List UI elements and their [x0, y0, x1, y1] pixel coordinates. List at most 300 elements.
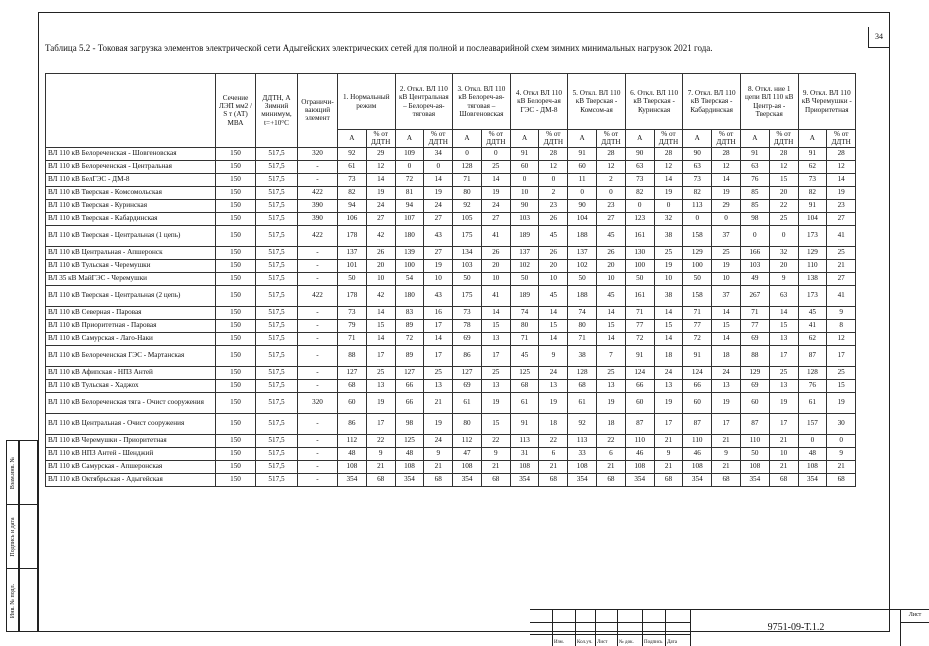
current-cell: 61: [453, 392, 482, 413]
section-cell: 150: [216, 332, 256, 345]
line-name-cell: ВЛ 110 кВ Приоритетная - Паровая: [46, 319, 216, 332]
current-cell: 60: [338, 392, 367, 413]
title-block-label: Кол.уч.: [577, 640, 593, 645]
section-cell: 150: [216, 434, 256, 447]
table-row: [46, 246, 885, 259]
current-cell: 110: [798, 259, 827, 272]
current-cell: 0: [798, 434, 827, 447]
current-cell: 98: [740, 212, 769, 225]
current-cell: 48: [395, 447, 424, 460]
percent-cell: 12: [827, 160, 856, 173]
percent-cell: 17: [654, 413, 683, 434]
current-cell: 103: [510, 212, 539, 225]
current-cell: 124: [625, 366, 654, 379]
current-cell: 108: [453, 460, 482, 473]
line-name-cell: ВЛ 110 кВ Тверская - Центральная (1 цепь): [46, 225, 216, 246]
current-cell: 110: [683, 434, 712, 447]
table-row: [46, 272, 885, 285]
percent-cell: 9: [712, 447, 741, 460]
percent-cell: 13: [481, 332, 510, 345]
header-mode-8: 8. Откл. ние 1 цепи ВЛ 110 кВ Центр-ая - Тверская: [740, 74, 798, 130]
percent-cell: 45: [597, 225, 626, 246]
section-cell: 150: [216, 379, 256, 392]
current-cell: 50: [740, 447, 769, 460]
current-cell: 137: [338, 246, 367, 259]
subheader-pct: % от ДДТН: [481, 130, 510, 148]
current-cell: 50: [568, 272, 597, 285]
limit-cell: -: [298, 259, 338, 272]
current-cell: 127: [338, 366, 367, 379]
section-cell: 150: [216, 285, 256, 306]
percent-cell: 21: [366, 460, 395, 473]
current-cell: 178: [338, 285, 367, 306]
subheader-pct: % от ДДТН: [597, 130, 626, 148]
current-cell: 66: [395, 379, 424, 392]
current-cell: 123: [625, 212, 654, 225]
percent-cell: 13: [712, 379, 741, 392]
line-name-cell: ВЛ 110 кВ БелГЭС - ДМ-8: [46, 173, 216, 186]
current-cell: 102: [568, 259, 597, 272]
section-cell: 150: [216, 212, 256, 225]
ddtn-cell: 517,5: [256, 246, 298, 259]
current-cell: 69: [740, 332, 769, 345]
current-cell: 108: [338, 460, 367, 473]
percent-cell: 27: [366, 212, 395, 225]
current-cell: 61: [568, 392, 597, 413]
percent-cell: 25: [366, 366, 395, 379]
current-cell: 87: [798, 345, 827, 366]
current-cell: 113: [683, 199, 712, 212]
ddtn-cell: 517,5: [256, 473, 298, 486]
percent-cell: 41: [827, 225, 856, 246]
percent-cell: 25: [597, 366, 626, 379]
current-cell: 94: [338, 199, 367, 212]
table-row: [46, 473, 885, 486]
current-cell: 161: [625, 225, 654, 246]
percent-cell: 19: [769, 392, 798, 413]
line-name-cell: ВЛ 110 кВ Тверская - Кабардинская: [46, 212, 216, 225]
percent-cell: 68: [654, 473, 683, 486]
sheet-cell: [900, 610, 929, 646]
line-name-cell: ВЛ 110 кВ Тульская - Черемушки: [46, 259, 216, 272]
current-cell: 60: [625, 392, 654, 413]
current-cell: 86: [453, 345, 482, 366]
limit-cell: -: [298, 160, 338, 173]
percent-cell: 14: [481, 306, 510, 319]
percent-cell: 21: [539, 460, 568, 473]
section-cell: 150: [216, 225, 256, 246]
percent-cell: 14: [827, 173, 856, 186]
current-cell: 71: [683, 306, 712, 319]
percent-cell: 42: [366, 285, 395, 306]
current-cell: 71: [510, 332, 539, 345]
current-cell: 124: [683, 366, 712, 379]
current-cell: 112: [338, 434, 367, 447]
percent-cell: 45: [539, 285, 568, 306]
percent-cell: 24: [481, 199, 510, 212]
percent-cell: 14: [597, 306, 626, 319]
current-cell: 92: [338, 147, 367, 160]
percent-cell: 9: [481, 447, 510, 460]
section-cell: 150: [216, 392, 256, 413]
percent-cell: 20: [366, 259, 395, 272]
ddtn-cell: 517,5: [256, 434, 298, 447]
percent-cell: 24: [712, 366, 741, 379]
percent-cell: 13: [481, 379, 510, 392]
percent-cell: 26: [539, 246, 568, 259]
limit-cell: -: [298, 379, 338, 392]
percent-cell: 10: [597, 272, 626, 285]
current-cell: 73: [683, 173, 712, 186]
percent-cell: 10: [654, 272, 683, 285]
percent-cell: 38: [654, 285, 683, 306]
table-row: [46, 306, 885, 319]
percent-cell: 13: [366, 379, 395, 392]
current-cell: 11: [568, 173, 597, 186]
line-name-cell: ВЛ 110 кВ Самурская - Лаго-Наки: [46, 332, 216, 345]
percent-cell: 21: [712, 460, 741, 473]
header-mode-7: 7. Откл. ВЛ 110 кВ Тверская - Кабардинская: [683, 74, 741, 130]
current-cell: 68: [510, 379, 539, 392]
current-load-table: [45, 73, 885, 487]
current-cell: 137: [568, 246, 597, 259]
current-cell: 45: [510, 345, 539, 366]
percent-cell: 0: [539, 173, 568, 186]
current-cell: 103: [740, 259, 769, 272]
current-cell: 113: [568, 434, 597, 447]
current-cell: 109: [395, 147, 424, 160]
percent-cell: 27: [827, 212, 856, 225]
percent-cell: 26: [539, 212, 568, 225]
ddtn-cell: 517,5: [256, 306, 298, 319]
line-name-cell: ВЛ 110 кВ Белореченская тяга - Очист сооружения: [46, 392, 216, 413]
current-cell: 128: [453, 160, 482, 173]
percent-cell: 15: [597, 319, 626, 332]
header-mode-9: 9. Откл. ВЛ 110 кВ Черемушки - Приоритетная: [798, 74, 856, 130]
current-cell: 73: [453, 306, 482, 319]
current-cell: 354: [740, 473, 769, 486]
percent-cell: 21: [769, 460, 798, 473]
current-cell: 60: [740, 392, 769, 413]
line-name-cell: ВЛ 110 кВ Северная - Паровая: [46, 306, 216, 319]
current-cell: 104: [798, 212, 827, 225]
percent-cell: 27: [481, 212, 510, 225]
percent-cell: 19: [424, 259, 453, 272]
current-cell: 166: [740, 246, 769, 259]
current-cell: 74: [568, 306, 597, 319]
margin-stamp: [6, 440, 38, 632]
current-cell: 0: [740, 225, 769, 246]
header-limit: Ограничи-вающий элемент: [298, 74, 338, 148]
percent-cell: 8: [827, 319, 856, 332]
current-cell: 180: [395, 225, 424, 246]
percent-cell: 43: [424, 285, 453, 306]
current-cell: 50: [683, 272, 712, 285]
current-cell: 139: [395, 246, 424, 259]
limit-cell: -: [298, 413, 338, 434]
section-cell: 150: [216, 173, 256, 186]
current-cell: 50: [453, 272, 482, 285]
limit-cell: 422: [298, 186, 338, 199]
percent-cell: 32: [654, 212, 683, 225]
current-cell: 92: [568, 413, 597, 434]
current-cell: 110: [625, 434, 654, 447]
table-caption: Таблица 5.2 - Токовая загрузка элементов электрической сети Адыгейских электрических сетей для полной и послеаварийной схем зимних минимальных нагрузок 2021 года.: [45, 43, 713, 53]
current-cell: 94: [395, 199, 424, 212]
percent-cell: 19: [481, 392, 510, 413]
percent-cell: 15: [769, 173, 798, 186]
current-cell: 72: [395, 173, 424, 186]
current-cell: 175: [453, 285, 482, 306]
line-name-cell: ВЛ 110 кВ Тверская - Комсомольская: [46, 186, 216, 199]
current-cell: 100: [683, 259, 712, 272]
percent-cell: 68: [539, 473, 568, 486]
header-mode-1: 1. Нормальный режим: [338, 74, 396, 130]
current-cell: 72: [625, 332, 654, 345]
current-cell: 0: [453, 147, 482, 160]
percent-cell: 68: [424, 473, 453, 486]
line-name-cell: ВЛ 110 кВ Белореченская ГЭС - Мартанская: [46, 345, 216, 366]
subheader-pct: % от ДДТН: [769, 130, 798, 148]
current-cell: 38: [568, 345, 597, 366]
current-cell: 82: [683, 186, 712, 199]
subheader-a: А: [510, 130, 539, 148]
current-cell: 61: [338, 160, 367, 173]
table-row: [46, 199, 885, 212]
current-cell: 45: [798, 306, 827, 319]
current-cell: 134: [453, 246, 482, 259]
title-block: [530, 609, 929, 645]
percent-cell: 26: [597, 246, 626, 259]
limit-cell: 422: [298, 225, 338, 246]
percent-cell: 17: [366, 413, 395, 434]
table-row: [46, 212, 885, 225]
current-cell: 104: [568, 212, 597, 225]
current-cell: 91: [510, 413, 539, 434]
limit-cell: -: [298, 473, 338, 486]
current-cell: 354: [683, 473, 712, 486]
current-cell: 90: [510, 199, 539, 212]
subheader-a: А: [395, 130, 424, 148]
percent-cell: 32: [769, 246, 798, 259]
percent-cell: 20: [597, 259, 626, 272]
current-cell: 62: [798, 160, 827, 173]
current-cell: 73: [338, 173, 367, 186]
percent-cell: 26: [366, 246, 395, 259]
current-cell: 267: [740, 285, 769, 306]
current-cell: 90: [683, 147, 712, 160]
percent-cell: 21: [827, 259, 856, 272]
percent-cell: 23: [827, 199, 856, 212]
subheader-a: А: [740, 130, 769, 148]
current-cell: 62: [798, 332, 827, 345]
percent-cell: 0: [712, 212, 741, 225]
current-cell: 108: [510, 460, 539, 473]
percent-cell: 13: [769, 379, 798, 392]
current-cell: 173: [798, 225, 827, 246]
table-row: [46, 319, 885, 332]
current-cell: 47: [453, 447, 482, 460]
line-name-cell: ВЛ 110 кВ Октябрьская - Адыгейская: [46, 473, 216, 486]
percent-cell: 29: [366, 147, 395, 160]
percent-cell: 10: [366, 272, 395, 285]
ddtn-cell: 517,5: [256, 212, 298, 225]
current-cell: 180: [395, 285, 424, 306]
section-cell: 150: [216, 246, 256, 259]
header-mode-3: 3. Откл. ВЛ 110 кВ Белореч-ая-тяговая – Шовгеновская: [453, 74, 511, 130]
section-cell: 150: [216, 259, 256, 272]
subheader-pct: % от ДДТН: [712, 130, 741, 148]
current-cell: 78: [453, 319, 482, 332]
percent-cell: 19: [712, 186, 741, 199]
current-cell: 354: [798, 473, 827, 486]
current-cell: 103: [453, 259, 482, 272]
current-cell: 63: [740, 160, 769, 173]
current-cell: 129: [798, 246, 827, 259]
current-cell: 91: [740, 147, 769, 160]
percent-cell: 27: [597, 212, 626, 225]
percent-cell: 17: [366, 345, 395, 366]
current-cell: 189: [510, 285, 539, 306]
ddtn-cell: 517,5: [256, 379, 298, 392]
current-cell: 73: [798, 173, 827, 186]
line-name-cell: ВЛ 110 кВ Тверская - Куринская: [46, 199, 216, 212]
current-cell: 66: [395, 392, 424, 413]
table-row: [46, 366, 885, 379]
percent-cell: 37: [712, 225, 741, 246]
limit-cell: -: [298, 434, 338, 447]
percent-cell: 68: [769, 473, 798, 486]
current-cell: 0: [625, 199, 654, 212]
percent-cell: 68: [481, 473, 510, 486]
percent-cell: 12: [712, 160, 741, 173]
current-cell: 10: [510, 186, 539, 199]
percent-cell: 15: [481, 413, 510, 434]
margin-label-1: Инв. № подл.: [9, 583, 16, 619]
current-cell: 188: [568, 285, 597, 306]
percent-cell: 9: [366, 447, 395, 460]
percent-cell: 2: [539, 186, 568, 199]
percent-cell: 17: [424, 345, 453, 366]
limit-cell: 320: [298, 147, 338, 160]
current-cell: 77: [740, 319, 769, 332]
section-cell: 150: [216, 272, 256, 285]
percent-cell: 15: [769, 319, 798, 332]
current-cell: 158: [683, 225, 712, 246]
percent-cell: 14: [424, 173, 453, 186]
current-cell: 110: [740, 434, 769, 447]
current-cell: 129: [683, 246, 712, 259]
current-cell: 50: [338, 272, 367, 285]
section-cell: 150: [216, 366, 256, 379]
ddtn-cell: 517,5: [256, 366, 298, 379]
limit-cell: -: [298, 345, 338, 366]
current-cell: 46: [683, 447, 712, 460]
current-cell: 91: [625, 345, 654, 366]
table-row: [46, 392, 885, 413]
current-cell: 354: [568, 473, 597, 486]
percent-cell: 12: [769, 160, 798, 173]
current-cell: 137: [510, 246, 539, 259]
percent-cell: 12: [654, 160, 683, 173]
percent-cell: 14: [712, 306, 741, 319]
percent-cell: 12: [366, 160, 395, 173]
margin-label-2: Подпись и дата: [9, 516, 16, 557]
section-cell: 150: [216, 160, 256, 173]
document-code: 9751-09-Т.1.2: [690, 610, 901, 646]
current-cell: 175: [453, 225, 482, 246]
current-cell: 73: [625, 173, 654, 186]
percent-cell: 21: [424, 460, 453, 473]
current-cell: 0: [395, 160, 424, 173]
percent-cell: 18: [712, 345, 741, 366]
percent-cell: 15: [481, 319, 510, 332]
percent-cell: 19: [481, 186, 510, 199]
table-row: [46, 460, 885, 473]
current-cell: 100: [395, 259, 424, 272]
current-cell: 92: [453, 199, 482, 212]
subheader-a: А: [683, 130, 712, 148]
percent-cell: 14: [366, 173, 395, 186]
current-cell: 98: [395, 413, 424, 434]
percent-cell: 18: [539, 413, 568, 434]
current-cell: 128: [798, 366, 827, 379]
current-cell: 101: [338, 259, 367, 272]
percent-cell: 23: [597, 199, 626, 212]
ddtn-cell: 517,5: [256, 199, 298, 212]
limit-cell: -: [298, 447, 338, 460]
percent-cell: 68: [597, 473, 626, 486]
current-cell: 68: [568, 379, 597, 392]
line-name-cell: ВЛ 110 кВ Самурская - Апшеронская: [46, 460, 216, 473]
current-cell: 80: [453, 413, 482, 434]
percent-cell: 25: [481, 366, 510, 379]
current-cell: 0: [568, 186, 597, 199]
ddtn-cell: 517,5: [256, 173, 298, 186]
current-cell: 60: [683, 392, 712, 413]
table-row: [46, 225, 885, 246]
percent-cell: 38: [654, 225, 683, 246]
percent-cell: 27: [424, 246, 453, 259]
current-cell: 80: [510, 319, 539, 332]
ddtn-cell: 517,5: [256, 285, 298, 306]
percent-cell: 41: [827, 285, 856, 306]
percent-cell: 10: [539, 272, 568, 285]
percent-cell: 14: [366, 332, 395, 345]
percent-cell: 14: [366, 306, 395, 319]
percent-cell: 17: [424, 319, 453, 332]
percent-cell: 12: [597, 160, 626, 173]
percent-cell: 34: [424, 147, 453, 160]
percent-cell: 10: [712, 272, 741, 285]
ddtn-cell: 517,5: [256, 147, 298, 160]
percent-cell: 17: [712, 413, 741, 434]
limit-cell: -: [298, 173, 338, 186]
percent-cell: 15: [712, 319, 741, 332]
current-cell: 81: [395, 186, 424, 199]
percent-cell: 68: [366, 473, 395, 486]
ddtn-cell: 517,5: [256, 413, 298, 434]
percent-cell: 22: [366, 434, 395, 447]
current-cell: 69: [453, 379, 482, 392]
percent-cell: 28: [654, 147, 683, 160]
line-name-cell: ВЛ 110 кВ Центральная - Апшеронск: [46, 246, 216, 259]
line-name-cell: ВЛ 110 кВ Черемушки - Приоритетная: [46, 434, 216, 447]
table-row: [46, 447, 885, 460]
percent-cell: 27: [827, 272, 856, 285]
percent-cell: 42: [366, 225, 395, 246]
subheader-pct: % от ДДТН: [424, 130, 453, 148]
